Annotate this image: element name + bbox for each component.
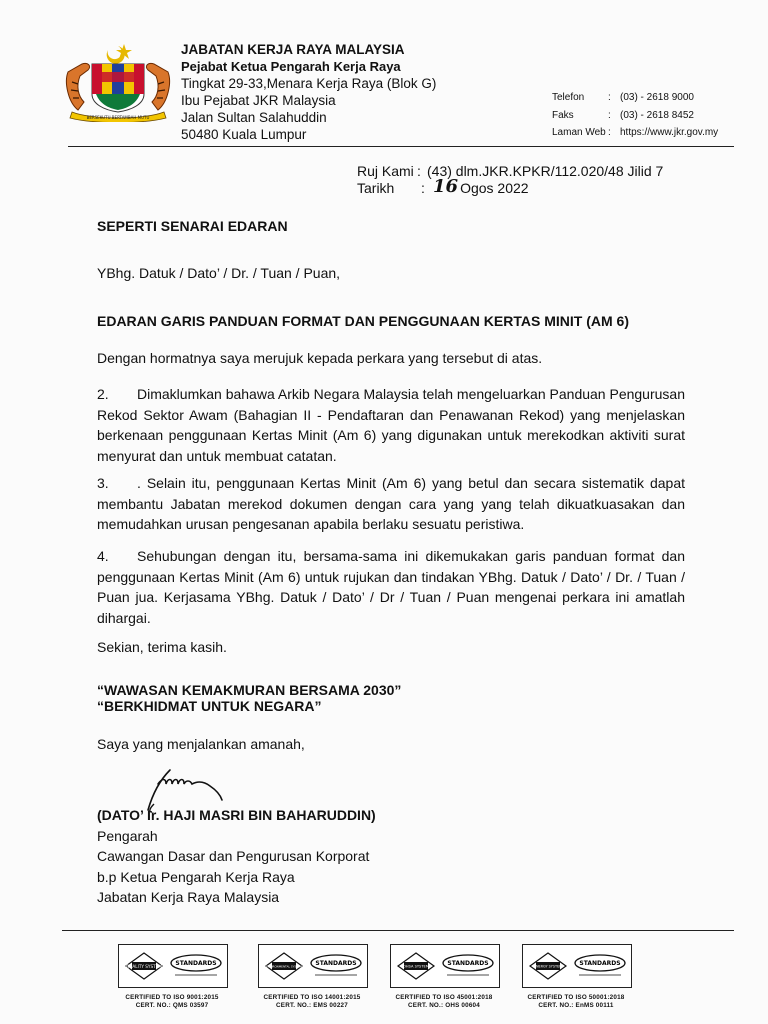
paragraph-number: 4. (97, 548, 109, 564)
certification-badge (522, 944, 632, 988)
contact-info (552, 89, 718, 142)
paragraph-text: Sehubungan dengan itu, bersama-sama ini dikemukakan garis panduan format dan penggunaan Kertas Minit (Am 6) untuk rujukan dan tindakan YBhg. Datuk / Dato’ / Dr. / Tuan / Puan jua. Kerjasama YBhg. Datuk / Dato’ / Dr / Tuan / Puan mengenai perkara ini amatlah dihargai. (97, 548, 685, 626)
signatory-title: Jabatan Kerja Raya Malaysia (97, 889, 280, 905)
energy-system-badge-icon (527, 952, 569, 980)
header-divider (68, 146, 734, 147)
svg-text:STANDARDS: STANDARDS (447, 960, 489, 967)
ruj-label: Ruj Kami (357, 163, 414, 179)
reference-tarikh: Tarikh : 16 Ogos 2022 (357, 176, 529, 197)
paragraph-text: . Selain itu, penggunaan Kertas Minit (Am 6) yang betul dan secara sistematik dapat membantu Jabatan merekod dokumen dengan cara yang yang telah dikuatkuasakan dan memudahkan urusan pengesanan apabila berlaku sesuatu peristiwa. (97, 475, 685, 532)
footer-divider (62, 930, 734, 931)
certifications-footer (118, 938, 648, 1024)
ruj-value: (43) dlm.JKR.KPKR/112.020/48 Jilid 7 (427, 163, 664, 179)
address-line: Tingkat 29-33,Menara Kerja Raya (Blok G) (181, 76, 437, 91)
paragraph-number: 2. (97, 386, 109, 402)
paragraph-3 (97, 473, 685, 535)
contact-value: (03) - 2618 8452 (620, 109, 694, 121)
certification-caption: CERTIFIED TO ISO 14001:2015 CERT. NO.: EMS 00227 (263, 994, 361, 1009)
signatory-name: (DATO’ Ir. HAJI MASRI BIN BAHARUDDIN) (97, 807, 376, 823)
signatory-block (97, 805, 376, 908)
contact-separator: : (608, 109, 611, 121)
svg-text:ENVIRONMENTAL SYSTEM: ENVIRONMENTAL SYSTEM (265, 964, 303, 969)
closing: Sekian, terima kasih. (97, 639, 227, 655)
svg-text:STANDARDS: STANDARDS (175, 960, 217, 967)
tarikh-label: Tarikh (357, 180, 395, 196)
contact-value: (03) - 2618 9000 (620, 92, 694, 103)
coat-of-arms-icon (62, 42, 174, 122)
organization-address (181, 41, 436, 143)
slogan-berkhidmat: “BERKHIDMAT UNTUK NEGARA” (97, 698, 322, 714)
svg-text:ENERGY SYSTEM: ENERGY SYSTEM (533, 964, 563, 969)
certification-caption: CERTIFIED TO ISO 45001:2018 CERT. NO.: OHS 00604 (395, 994, 493, 1009)
address-line: Ibu Pejabat JKR Malaysia (181, 93, 336, 108)
paragraph-number: 3. (97, 475, 109, 491)
certification-badge (390, 944, 500, 988)
certification-badge (118, 944, 228, 988)
svg-text:QUALITY SYSTEM: QUALITY SYSTEM (126, 964, 162, 969)
subject-heading: EDARAN GARIS PANDUAN FORMAT DAN PENGGUNAAN KERTAS MINIT (AM 6) (97, 313, 629, 329)
reference-block (357, 163, 663, 197)
contact-label: Laman Web (552, 127, 606, 138)
address-line: Jalan Sultan Salahuddin (181, 110, 327, 125)
signatory-title: Pengarah (97, 827, 158, 844)
website-link[interactable]: https://www.jkr.gov.my (620, 127, 719, 138)
reference-ruj: Ruj Kami : (43) dlm.JKR.KPKR/112.020/48 Jilid 7 (357, 163, 664, 179)
signatory-title: Cawangan Dasar dan Pengurusan Korporat (97, 848, 370, 864)
paragraph-text: Dimaklumkan bahawa Arkib Negara Malaysia telah mengeluarkan Panduan Pengurusan Rekod Sektor Awam (Bahagian II - Pendaftaran dan Penawanan Rekod) yang menjelaskan berkenaan penggunaan Kertas Minit (Am 6) yang digunakan untuk merekodkan aktiviti surat menyurat dan untuk membuat catatan. (97, 386, 685, 464)
tarikh-month-year: Ogos 2022 (460, 180, 529, 196)
certification-caption: CERTIFIED TO ISO 9001:2015 CERT. NO.: QMS 03597 (125, 994, 219, 1009)
svg-text:OHSA SYSTEM: OHSA SYSTEM (403, 964, 429, 969)
salutation: YBhg. Datuk / Dato’ / Dr. / Tuan / Puan, (97, 265, 341, 281)
certification-badge (258, 944, 368, 988)
standards-mark-icon (309, 952, 363, 980)
office-name: Pejabat Ketua Pengarah Kerja Raya (181, 59, 401, 74)
signoff: Saya yang menjalankan amanah, (97, 736, 305, 752)
standards-mark-icon (441, 952, 495, 980)
opening-paragraph: Dengan hormatnya saya merujuk kepada perkara yang tersebut di atas. (97, 350, 543, 366)
crest-motto: BERSEKUTU BERTAMBAH MUTU (86, 115, 150, 120)
signatory-title: b.p Ketua Pengarah Kerja Raya (97, 868, 295, 885)
address-line: 50480 Kuala Lumpur (181, 127, 307, 142)
paragraph-4 (97, 546, 685, 628)
org-name: JABATAN KERJA RAYA MALAYSIA (181, 42, 405, 57)
contact-label: Faks (552, 109, 574, 121)
tarikh-day-handwritten: 16 (433, 176, 459, 197)
contact-separator: : (608, 92, 611, 103)
contact-separator: : (608, 127, 611, 138)
contact-website (552, 124, 718, 142)
quality-system-badge-icon (123, 952, 165, 980)
paragraph-2 (97, 384, 685, 466)
svg-text:STANDARDS: STANDARDS (315, 960, 357, 967)
contact-label: Telefon (552, 92, 585, 103)
slogan-wawasan: “WAWASAN KEMAKMURAN BERSAMA 2030” (97, 682, 402, 698)
ohsa-system-badge-icon (395, 952, 437, 980)
standards-mark-icon (573, 952, 627, 980)
contact-faks (552, 107, 718, 125)
contact-telefon (552, 89, 718, 107)
standards-mark-icon (169, 952, 223, 980)
svg-text:STANDARDS: STANDARDS (579, 960, 621, 967)
certification-caption: CERTIFIED TO ISO 50001:2018 CERT. NO.: EnMS 00111 (527, 994, 625, 1009)
environmental-system-badge-icon (263, 952, 305, 980)
recipient: SEPERTI SENARAI EDARAN (97, 218, 288, 234)
